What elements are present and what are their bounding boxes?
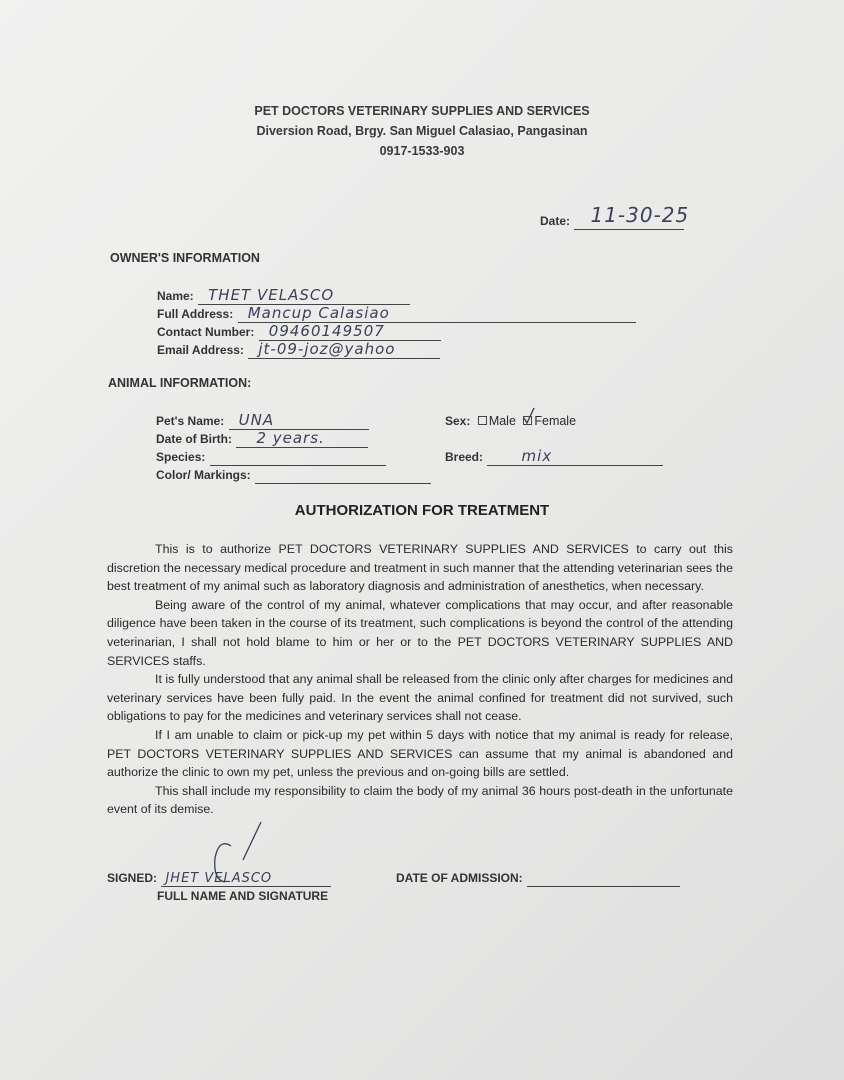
paragraph: This shall include my responsibility to claim the body of my animal 36 hours post-death in the unfortunate event of its demise. (107, 783, 733, 817)
address-label: Full Address: (157, 307, 234, 321)
owner-address-field (157, 305, 636, 323)
admission-label: DATE OF ADMISSION: (396, 870, 523, 885)
dob-label: Date of Birth: (156, 432, 232, 446)
pet-name-field (156, 412, 369, 430)
species-field (156, 448, 386, 466)
color-field (156, 466, 431, 484)
checkmark-icon (523, 408, 535, 424)
sex-field (445, 412, 576, 430)
owner-email-field (157, 341, 440, 359)
male-checkbox[interactable] (478, 416, 487, 425)
animal-section-title: ANIMAL INFORMATION: (108, 376, 252, 390)
paragraph: If I am unable to claim or pick-up my pet within 5 days with notice that my animal is ready for release, PET DOCTORS VETERINARY SUPPLIES AND SERVICES can assume that my animal is abandoned and authorize the clinic to own my pet, unless the previous and on-going bills are settled. (107, 727, 733, 780)
email-label: Email Address: (157, 343, 244, 357)
dob-value: 2 years. (256, 429, 325, 447)
paragraph: It is fully understood that any animal shall be released from the clinic only after charges for medicines and veterinary services have been fully paid. In the event the animal confined for treatment did not survived, such obligations to pay for the medicines and veterinary services shall not cease. (107, 672, 733, 724)
authorization-body (107, 540, 733, 819)
paragraph: This is to authorize PET DOCTORS VETERINARY SUPPLIES AND SERVICES to carry out this discretion the necessary medical procedure and treatment in such manner that the attending veterinarian sees the best treatment of my animal such as laboratory diagnosis and administration of anesthetics, when necessary. (107, 542, 733, 594)
color-label: Color/ Markings: (156, 468, 251, 482)
authorization-and-signature (107, 540, 733, 913)
pet-name-value: UNA (238, 411, 275, 429)
contact-label: Contact Number: (157, 325, 255, 339)
contact-value: 09460149507 (268, 322, 385, 340)
date-label: Date: (540, 214, 571, 228)
male-label: Male (488, 414, 516, 428)
species-label: Species: (156, 450, 206, 464)
admission-date-field (396, 869, 680, 887)
sex-label: Sex: (445, 414, 471, 428)
clinic-address: Diversion Road, Brgy. San Miguel Calasiao, Pangasinan (256, 124, 588, 138)
pet-name-label: Pet's Name: (156, 414, 225, 428)
date-field (540, 203, 690, 230)
paragraph: Being aware of the control of my animal, whatever complications that may occur, and after reasonable diligence have been taken in the course of its treatment, such complications is beyond the control of the attending veterinarian, I shall not hold blame to him or her or to the PET DOCTORS VETERINARY SUPPLIES AND SERVICES staffs. (107, 597, 733, 668)
breed-field (445, 448, 663, 466)
email-value: jt-09-joz@yahoo (258, 340, 396, 358)
signed-value: JHET VELASCO (165, 870, 273, 886)
signed-field (107, 869, 331, 887)
dob-field (156, 430, 368, 448)
signature-caption: FULL NAME AND SIGNATURE (157, 888, 329, 903)
clinic-phone: 0917-1533-903 (379, 144, 465, 158)
owner-name-field (157, 287, 410, 305)
address-value: Mancup Calasiao (247, 304, 390, 322)
name-value: THET VELASCO (208, 286, 335, 304)
breed-label: Breed: (445, 450, 484, 464)
signature-row (107, 869, 733, 913)
name-label: Name: (157, 289, 194, 303)
clinic-name: PET DOCTORS VETERINARY SUPPLIES AND SERVICES (254, 104, 590, 118)
breed-value: mix (521, 447, 553, 465)
female-checkbox[interactable] (523, 416, 532, 425)
female-label: Female (534, 414, 577, 428)
owner-contact-field (157, 323, 441, 341)
date-value: 11-30-25 (590, 203, 690, 227)
authorization-title: AUTHORIZATION FOR TREATMENT (294, 502, 550, 519)
owner-section-title: OWNER'S INFORMATION (110, 251, 260, 265)
signed-label: SIGNED: (107, 870, 158, 885)
